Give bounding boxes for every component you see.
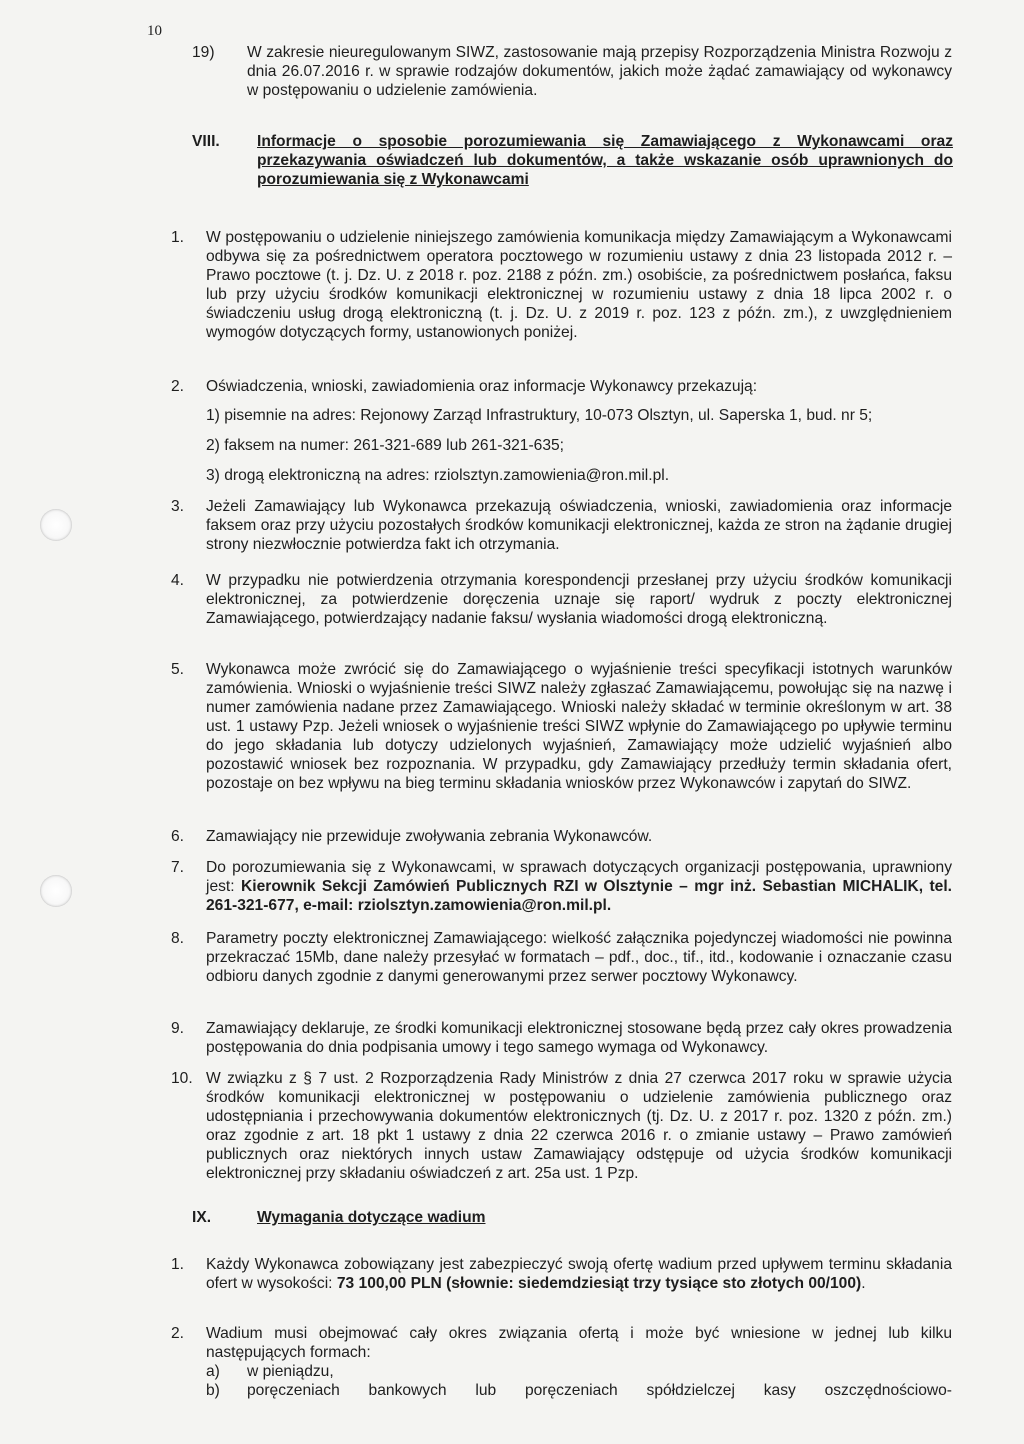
item-1-end: . [861, 1275, 866, 1292]
section-8-item-5: Wykonawca może zwrócić się do Zamawiającego o wyjaśnienie treści specyfikacji istotnych warunków zamówienia. Wnioski o wyjaśnienie treści SIWZ należy zgłaszać Zamawiającemu, powołując się na nazwę i numer zamówienia nadane przez Zamawiającego. Wnioski należy składać w terminie określonym w art. 38 ust. 1 ustawy Pzp. Jeżeli wniosek o wyjaśnienie treści SIWZ wpłynie do Zamawiającego po upływie terminu do jego składania lub dotyczy udzielonych wyjaśnień, Zamawiający może udzielić wyjaśnień albo pozostawić wniosek bez rozpoznania. W przypadku, gdy Zamawiający przedłuży termin składania ofert, pozostaje on bez wpływu na bieg terminu składania wniosków przez Wykonawców i zapytań do SIWZ. [206, 661, 952, 792]
delivery-fax: 2) faksem na numer: 261-321-689 lub 261-321-635; [206, 437, 565, 454]
item-number: 2. [171, 378, 185, 395]
section-9-number: IX. [192, 1209, 212, 1226]
section-8-item-1: W postępowaniu o udzielenie niniejszego zamówienia komunikacja między Zamawiającym a Wykonawcami odbywa się za pośrednictwem operatora pocztowego w rozumieniu ustawy z dnia 23 listopada 2012 r. – Prawo pocztowe (t. j. Dz. U. z 2018 r. poz. 2188 z późn. zm.) osobiście, za pośrednictwem posłańca, faksu lub przy użyciu środków komunikacji elektronicznej w rozumieniu ustawy z dnia 18 lipca 2002 r. o świadczeniu usług drogą elektroniczną (t. j. Dz. U. z 2019 r. poz. 123 z późn. zm.), z uwzględnieniem wymogów dotyczących formy, ustanowionych poniżej. [206, 229, 952, 341]
item-number: 19) [192, 44, 215, 61]
section-8-item-2: Oświadczenia, wnioski, zawiadomienia oraz informacje Wykonawcy przekazują: [206, 378, 758, 395]
wadium-amount: 73 100,00 PLN (słownie: siedemdziesiąt trzy tysiące sto złotych 00/100) [336, 1275, 862, 1292]
section-8-title: Informacje o sposobie porozumiewania się Zamawiającego z Wykonawcami oraz przekazywania oświadczeń lub dokumentów, a także wskazanie osób uprawnionych do porozumiewania się z Wykonawcami [257, 133, 953, 188]
item-number: 5. [171, 661, 185, 678]
item-1-text: Każdy Wykonawca zobowiązany jest zabezpieczyć swoją ofertę wadium przed upływem terminu składania ofert w wysokości: [206, 1256, 952, 1292]
section-9-item-1 [206, 1255, 952, 1293]
item-number: 9. [171, 1020, 185, 1037]
item-number: 1. [171, 1256, 185, 1273]
form-bank-guarantee: poręczeniach bankowych lub poręczeniach spółdzielczej kasy oszczędnościowo- [247, 1382, 952, 1399]
punch-hole [40, 509, 72, 541]
item-number: 1. [171, 229, 185, 246]
form-label: b) [206, 1382, 220, 1399]
item-number: 6. [171, 828, 185, 845]
delivery-email: 3) drogą elektroniczną na adres: rziolsztyn.zamowienia@ron.mil.pl. [206, 467, 670, 484]
form-label: a) [206, 1363, 220, 1380]
section-8-item-4: W przypadku nie potwierdzenia otrzymania korespondencji przesłanej przy użyciu środków komunikacji elektronicznej, za potwierdzenie doręczenia uznaje się raport/ wydruk z poczty elektronicznej Zamawiającego, potwierdzający nadanie faksu/ wysłania wiadomości drogą elektroniczną. [206, 572, 952, 627]
section-8-item-3: Jeżeli Zamawiający lub Wykonawca przekazują oświadczenia, wnioski, zawiadomienia oraz informacje faksem oraz przy użyciu pozostałych środków komunikacji elektronicznej, każda ze stron na żądanie drugiej strony niezwłocznie potwierdza fakt ich otrzymania. [206, 498, 952, 553]
item-number: 3. [171, 498, 185, 515]
section-9-item-2: Wadium musi obejmować cały okres związania ofertą i może być wniesione w jednej lub kilku następujących formach: [206, 1325, 952, 1361]
section-8-item-6: Zamawiający nie przewiduje zwoływania zebrania Wykonawców. [206, 828, 653, 845]
delivery-postal: 1) pisemnie na adres: Rejonowy Zarząd Infrastruktury, 10-073 Olsztyn, ul. Saperska 1, bud. nr 5; [206, 407, 873, 424]
section-8-number: VIII. [192, 133, 220, 150]
item-19-text: W zakresie nieuregulowanym SIWZ, zastosowanie mają przepisy Rozporządzenia Ministra Rozwoju z dnia 26.07.2016 r. w sprawie rodzajów dokumentów, jakich może żądać zamawiający od wykonawcy w postępowaniu o udzielenie zamówienia. [247, 44, 952, 99]
section-9-title: Wymagania dotyczące wadium [257, 1209, 486, 1226]
section-8-item-9: Zamawiający deklaruje, ze środki komunikacji elektronicznej stosowane będą przez cały okres prowadzenia postępowania do dnia podpisania umowy i tego samego wymaga od Wykonawcy. [206, 1020, 952, 1056]
item-number: 4. [171, 572, 185, 589]
section-8-item-7 [206, 858, 952, 915]
punch-hole [40, 875, 72, 907]
item-number: 8. [171, 930, 185, 947]
section-8-item-10: W związku z § 7 ust. 2 Rozporządzenia Rady Ministrów z dnia 27 czerwca 2017 roku w sprawie użycia środków komunikacji elektronicznej w postępowaniu o udzielenie zamówienia publicznego oraz udostępniania i przechowywania dokumentów elektronicznych (tj. Dz. U. z 2017 r. poz. 1320 z późn. zm.) oraz zgodnie z art. 18 pkt 1 ustawy z dnia 22 czerwca 2016 r. o zmianie ustawy – Prawo zamówień publicznych oraz niektórych innych ustaw Zamawiający odstępuje od użycia środków komunikacji elektronicznej przy składaniu oświadczeń z art. 25a ust. 1 Pzp. [206, 1070, 952, 1182]
item-number: 7. [171, 859, 185, 876]
item-7-text: Do porozumiewania się z Wykonawcami, w sprawach dotyczących organizacji postępowania, uprawniony jest: [206, 859, 952, 895]
contact-person: Kierownik Sekcji Zamówień Publicznych RZI w Olsztynie – mgr inż. Sebastian MICHALIK, tel. 261-321-677, e-mail: rziolsztyn.zamowienia@ron.mil.pl. [206, 878, 952, 914]
section-8-item-8: Parametry poczty elektronicznej Zamawiającego: wielkość załącznika pojedynczej wiadomości nie powinna przekraczać 15Mb, dane należy przesyłać w formatach – pdf., doc., tif., itd., kodowanie i oznaczanie czasu odbioru danych zgodnie z danymi generowanymi przez serwer pocztowy Wykonawcy. [206, 930, 952, 985]
page-number: 10 [147, 23, 162, 39]
item-number: 2. [171, 1325, 185, 1342]
form-cash: w pieniądzu, [247, 1363, 334, 1380]
item-number: 10. [171, 1070, 193, 1087]
